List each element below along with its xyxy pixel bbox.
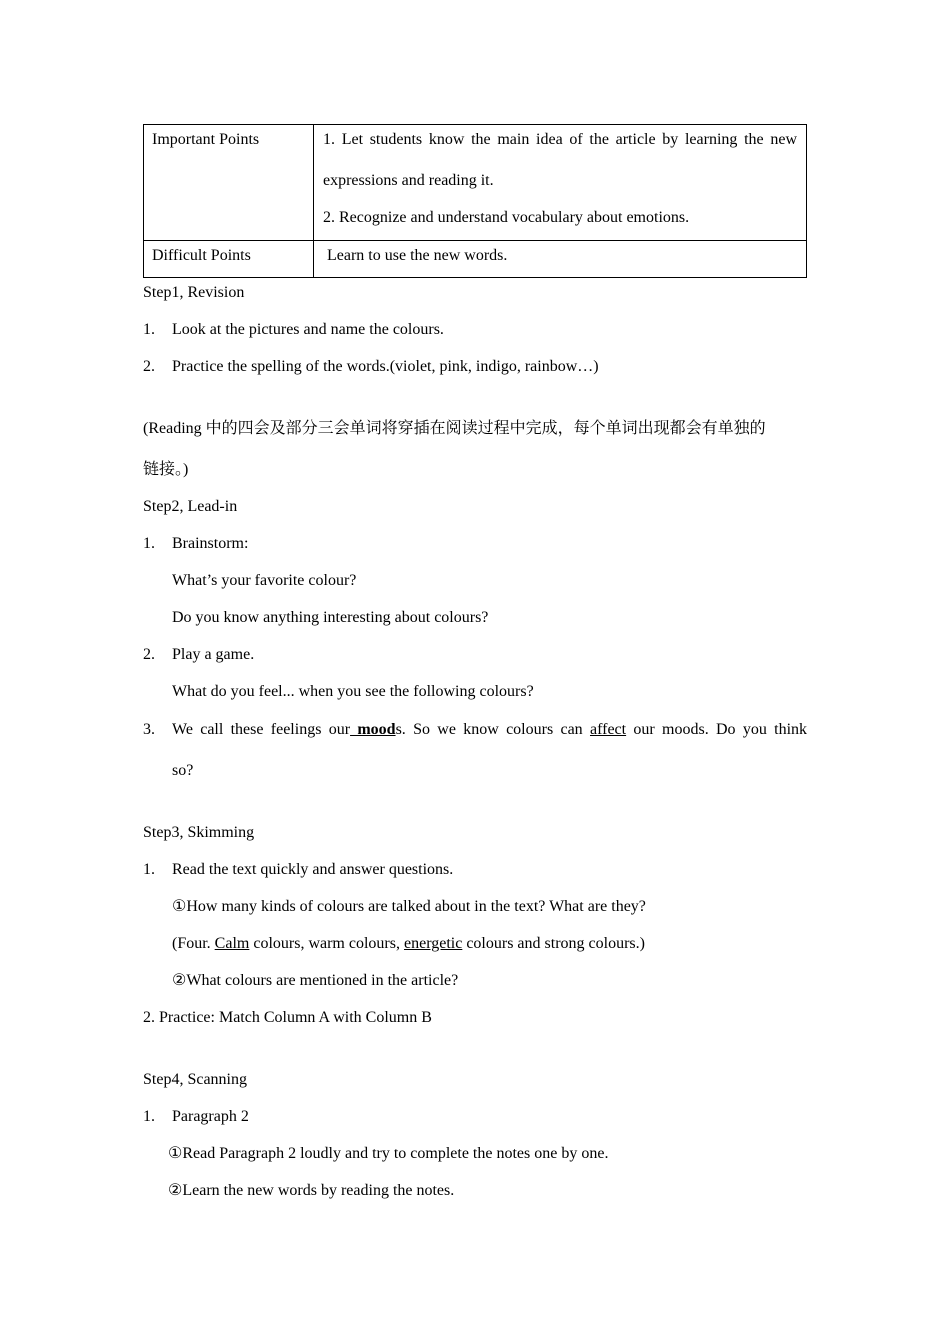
game-question: What do you feel... when you see the following colours? bbox=[172, 683, 534, 700]
scanning-sub-2: ②Learn the new words by reading the notes. bbox=[168, 1182, 455, 1199]
step2-item-1 bbox=[143, 533, 249, 555]
important-point-1b: expressions and reading it. bbox=[323, 172, 494, 189]
answer-text-mid: colours, warm colours, bbox=[249, 935, 404, 952]
important-point-1a: 1. Let students know the main idea of the article by learning the new bbox=[323, 131, 797, 148]
difficult-points-row bbox=[144, 241, 807, 278]
list-text: Paragraph 2 bbox=[172, 1108, 249, 1125]
list-text: Brainstorm: bbox=[172, 535, 249, 552]
difficult-points-content: Learn to use the new words. bbox=[314, 241, 807, 278]
step1-item-2 bbox=[143, 356, 599, 378]
item-3-line1 bbox=[172, 719, 807, 741]
important-point-2: 2. Recognize and understand vocabulary about emotions. bbox=[323, 209, 690, 226]
step4-heading: Step4, Scanning bbox=[143, 1071, 247, 1088]
item-3-text-post: our moods. Do you think bbox=[626, 721, 808, 738]
reading-note-line1: (Reading 中的四会及部分三会单词将穿插在阅读过程中完成，每个单词出现都会有单独的 bbox=[143, 420, 766, 437]
skimming-question-1: ①How many kinds of colours are talked about in the text? What are they? bbox=[172, 898, 646, 915]
skimming-answer-1 bbox=[172, 933, 645, 955]
step2-item-3 bbox=[172, 719, 807, 782]
list-number: 2. bbox=[143, 358, 155, 375]
brainstorm-question-2: Do you know anything interesting about colours? bbox=[172, 609, 489, 626]
step4-item-1 bbox=[143, 1106, 249, 1128]
item-3-text-mid: s. So we know colours can bbox=[395, 721, 590, 738]
difficult-points-label: Difficult Points bbox=[144, 241, 314, 278]
list-number: 2. bbox=[143, 646, 155, 663]
step3-item-2: 2. Practice: Match Column A with Column B bbox=[143, 1009, 432, 1026]
calm-keyword: Calm bbox=[214, 935, 250, 952]
list-text: Look at the pictures and name the colours. bbox=[172, 321, 444, 338]
step2-item-3-number: 3. bbox=[143, 721, 155, 738]
energetic-keyword: energetic bbox=[403, 935, 463, 952]
step2-heading: Step2, Lead-in bbox=[143, 498, 238, 515]
important-points-content bbox=[314, 125, 807, 241]
item-3-text-pre: We call these feelings our bbox=[172, 721, 351, 738]
step3-heading: Step3, Skimming bbox=[143, 824, 255, 841]
list-text: Practice the spelling of the words.(violet, pink, indigo, rainbow…) bbox=[172, 358, 599, 375]
brainstorm-question-1: What’s your favorite colour? bbox=[172, 572, 357, 589]
step2-item-2 bbox=[143, 644, 255, 666]
list-text: Read the text quickly and answer questions. bbox=[172, 861, 454, 878]
step3-item-1 bbox=[143, 859, 454, 881]
answer-text-post: colours and strong colours.) bbox=[462, 935, 645, 952]
step1-heading: Step1, Revision bbox=[143, 284, 245, 301]
step1-item-1 bbox=[143, 319, 444, 341]
points-table bbox=[143, 124, 807, 278]
mood-keyword: mood bbox=[350, 721, 396, 738]
list-text: Play a game. bbox=[172, 646, 255, 663]
affect-keyword: affect bbox=[589, 721, 627, 738]
list-number: 1. bbox=[143, 1108, 155, 1125]
important-points-row bbox=[144, 125, 807, 241]
reading-note-line2: 链接。) bbox=[143, 461, 189, 478]
important-points-label: Important Points bbox=[144, 125, 314, 241]
list-number: 1. bbox=[143, 535, 155, 552]
list-number: 1. bbox=[143, 861, 155, 878]
item-3-line2: so? bbox=[172, 762, 194, 779]
scanning-sub-1: ①Read Paragraph 2 loudly and try to complete the notes one by one. bbox=[168, 1145, 609, 1162]
list-number: 1. bbox=[143, 321, 155, 338]
skimming-question-2: ②What colours are mentioned in the article? bbox=[172, 972, 459, 989]
answer-text-pre: (Four. bbox=[172, 935, 215, 952]
